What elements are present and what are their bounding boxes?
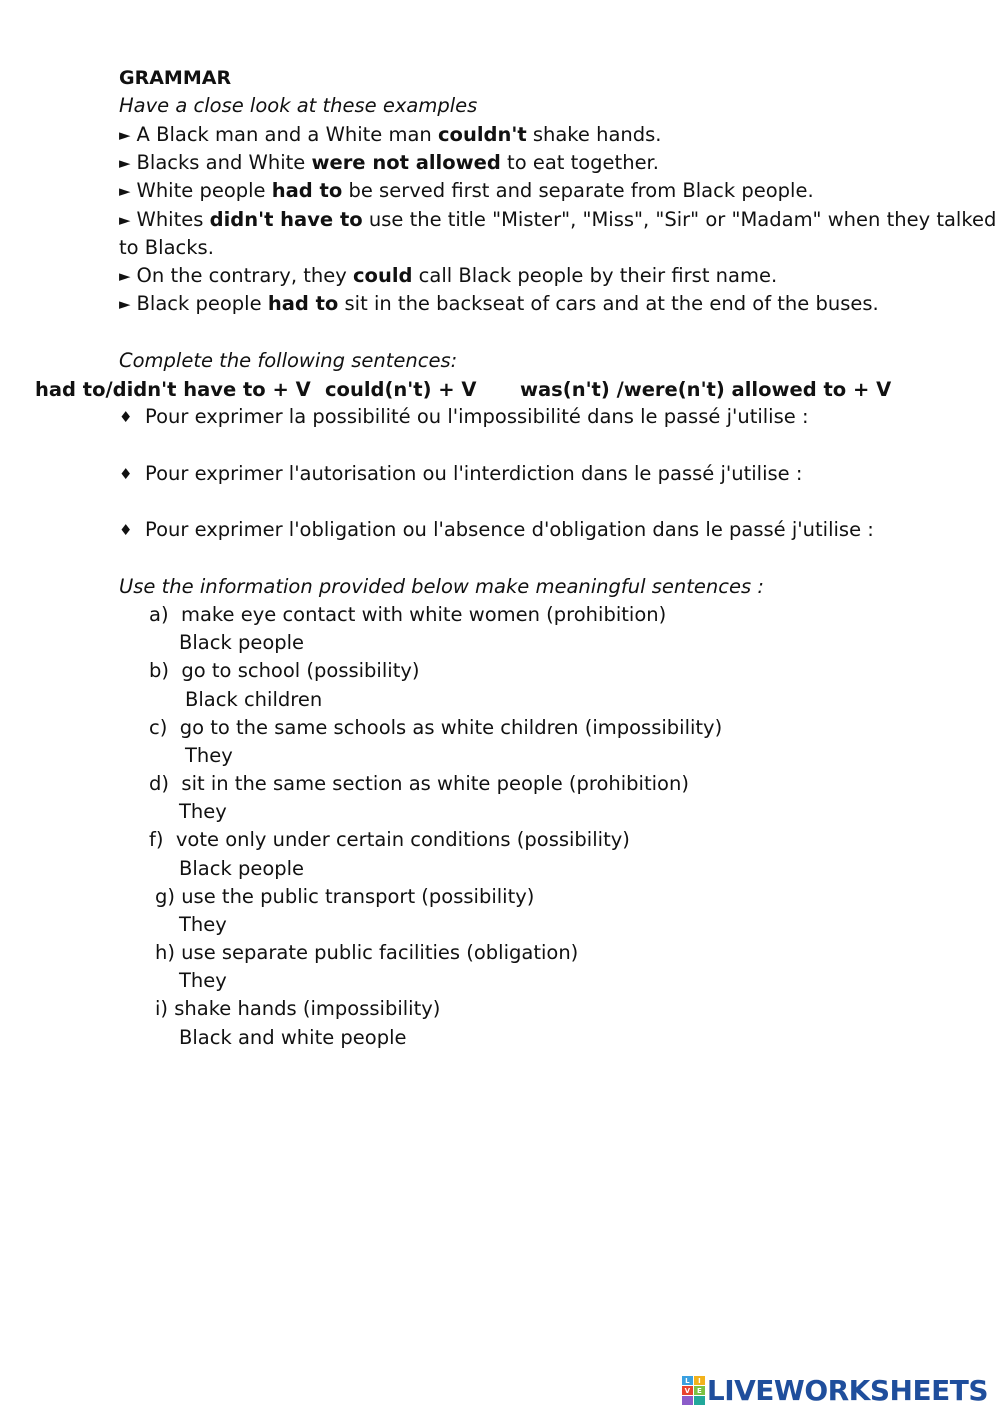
logo-text: LIVEWORKSHEETS	[706, 1374, 988, 1407]
exercise-answer-field[interactable]: Black people	[179, 631, 305, 654]
exercise-item: b) go to school (possibility)	[149, 659, 420, 682]
exercise-item: i) shake hands (impossibility)	[155, 997, 441, 1020]
arrow-icon: ►	[119, 211, 131, 229]
arrow-icon: ►	[119, 267, 131, 285]
example-line: ► White people had to be served first and separate from Black people.	[119, 177, 814, 205]
exercise-item: g) use the public transport (possibility)	[155, 885, 535, 908]
form-allowed: was(n't) /were(n't) allowed to + V	[520, 378, 892, 401]
exercise-item: d) sit in the same section as white people (prohibition)	[149, 772, 689, 795]
diamond-icon: ♦	[119, 408, 133, 426]
intro-text: Have a close look at these examples	[119, 94, 478, 117]
use-prompt: Use the information provided below make meaningful sentences :	[119, 575, 764, 598]
exercise-item: h) use separate public facilities (obligation)	[155, 941, 579, 964]
example-continuation: to Blacks.	[119, 236, 214, 259]
exercise-answer-field[interactable]: Black people	[179, 857, 305, 880]
example-line: ► Blacks and White were not allowed to eat together.	[119, 149, 659, 177]
arrow-icon: ►	[119, 295, 131, 313]
example-line: ► Black people had to sit in the backseat of cars and at the end of the buses.	[119, 290, 879, 318]
liveworksheets-logo	[682, 1374, 988, 1407]
complete-prompt: Complete the following sentences:	[119, 349, 458, 372]
exercise-answer-field[interactable]: They	[179, 800, 227, 823]
exercise-answer-field[interactable]: They	[185, 744, 233, 767]
rule-line: ♦ Pour exprimer l'obligation ou l'absence d'obligation dans le passé j'utilise :	[119, 516, 874, 544]
logo-tiles-icon: L I V E	[682, 1376, 705, 1405]
exercise-answer-field[interactable]: They	[179, 969, 227, 992]
diamond-icon: ♦	[119, 465, 133, 483]
exercise-item: a) make eye contact with white women (prohibition)	[149, 603, 667, 626]
arrow-icon: ►	[119, 126, 131, 144]
example-line: ► On the contrary, they could call Black people by their first name.	[119, 262, 777, 290]
arrow-icon: ►	[119, 154, 131, 172]
rule-line: ♦ Pour exprimer la possibilité ou l'impossibilité dans le passé j'utilise :	[119, 403, 809, 431]
rule-line: ♦ Pour exprimer l'autorisation ou l'interdiction dans le passé j'utilise :	[119, 460, 802, 488]
exercise-item: f) vote only under certain conditions (possibility)	[149, 828, 630, 851]
example-line: ► Whites didn't have to use the title "Mister", "Miss", "Sir" or "Madam" when they talked	[119, 206, 996, 234]
diamond-icon: ♦	[119, 521, 133, 539]
exercise-answer-field[interactable]: Black children	[185, 688, 323, 711]
form-could: could(n't) + V	[325, 378, 477, 401]
arrow-icon: ►	[119, 182, 131, 200]
example-line: ► A Black man and a White man couldn't shake hands.	[119, 121, 662, 149]
exercise-item: c) go to the same schools as white children (impossibility)	[149, 716, 723, 739]
grammar-forms	[35, 376, 891, 404]
exercise-answer-field[interactable]: Black and white people	[179, 1026, 407, 1049]
form-had-to: had to/didn't have to + V	[35, 378, 311, 401]
exercise-answer-field[interactable]: They	[179, 913, 227, 936]
page-title: GRAMMAR	[119, 67, 232, 89]
